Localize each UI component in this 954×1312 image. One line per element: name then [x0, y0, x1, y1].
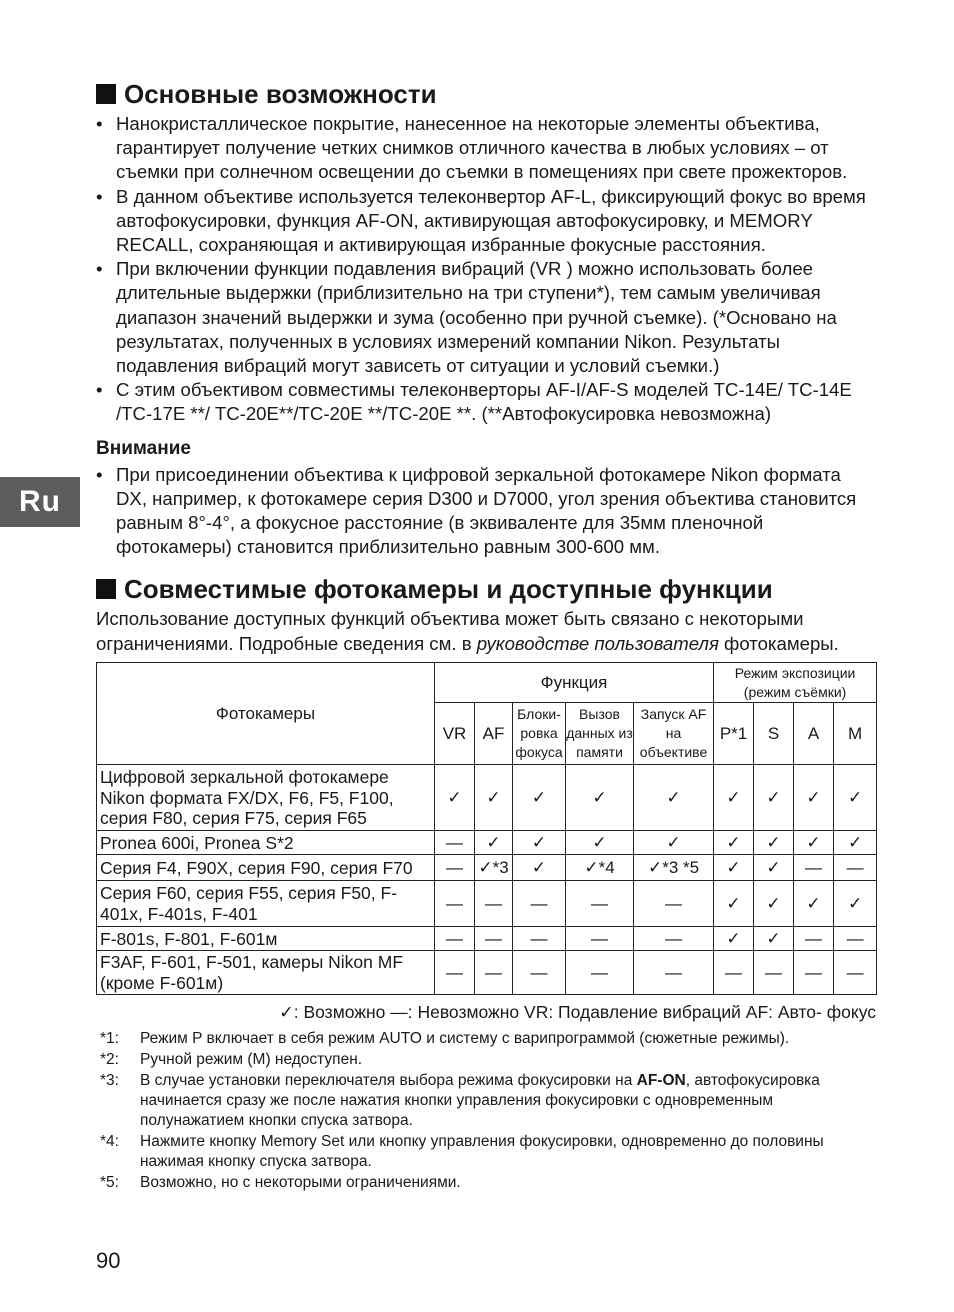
camera-cell: F-801s, F-801, F-601м — [97, 927, 435, 951]
table-cell: — — [566, 881, 634, 927]
table-row — [97, 951, 877, 995]
footnote — [100, 1132, 876, 1172]
column-header: P*1 — [714, 703, 754, 765]
header-cameras: Фотокамеры — [97, 663, 435, 765]
footnote-bold: AF-ON — [636, 1072, 686, 1090]
table-cell: — — [794, 855, 834, 881]
table-cell: ✓ — [566, 831, 634, 855]
table-cell: ✓ — [714, 831, 754, 855]
table-cell: — — [475, 927, 513, 951]
footnote — [100, 1029, 876, 1049]
list-item: • Нанокристаллическое покрытие, нанесенное на некоторые элементы объектива, гарантирует получение четких снимков отличного качества в любых условиях – от съемки при солнечном освещении до съемки в помещениях при свете прожекторов. — [96, 112, 876, 185]
table-cell: ✓*3 *5 — [634, 855, 714, 881]
table-cell: — — [794, 927, 834, 951]
note-title: Внимание — [96, 437, 191, 459]
footnote-text: Ручной режим (M) недоступен. — [140, 1051, 363, 1069]
table-cell: — — [435, 881, 475, 927]
list-item: • С этим объективом совместимы телеконверторы AF-I/AF-S моделей TC-14E/ TC-14E /TC-17E **/ TC-20E**/TC-20E **/TC-20E **. (**Автофокусировка невозможна) — [96, 378, 876, 426]
footnotes — [100, 1029, 876, 1193]
footnote-text: Нажмите кнопку Memory Set или кнопку управления фокусировки, одновременно до половины нажимая кнопку спуска затвора. — [140, 1133, 824, 1171]
table-cell: — — [714, 951, 754, 995]
table-cell: ✓ — [475, 765, 513, 831]
footnote-text: Режим P включает в себя режим AUTO и систему с варипрограммой (сюжетные режимы). — [140, 1030, 790, 1048]
language-tab: Ru — [0, 477, 80, 527]
table-cell: — — [634, 927, 714, 951]
footnote-text — [140, 1071, 876, 1131]
section-title-text: Основные возможности — [124, 79, 437, 109]
footnote-text-part: , автофокусировка начинается сразу же после нажатия кнопки управления фокусировки с одновременным полунажатием кнопки спуска затвора. — [140, 1072, 820, 1130]
camera-cell: Pronea 600i, Pronea S*2 — [97, 831, 435, 855]
section-intro — [96, 607, 876, 656]
table-cell: ✓ — [754, 855, 794, 881]
table-cell: — — [513, 927, 566, 951]
header-exposure: Режим экспозиции (режим съёмки) — [714, 663, 877, 703]
table-cell: ✓ — [566, 765, 634, 831]
page-number: 90 — [96, 1248, 121, 1273]
table-cell: ✓ — [754, 765, 794, 831]
camera-cell: Серия F4, F90X, серия F90, серия F70 — [97, 855, 435, 881]
table-cell: — — [834, 927, 877, 951]
table-cell: ✓ — [834, 881, 877, 927]
table-row — [97, 927, 877, 951]
column-header: Запуск AF на объективе — [634, 703, 714, 765]
table-cell: ✓ — [794, 765, 834, 831]
camera-cell: F3AF, F-601, F-501, камеры Nikon MF (кроме F-601м) — [97, 951, 435, 995]
table-cell: ✓ — [513, 831, 566, 855]
column-header: Блоки-ровка фокуса — [513, 703, 566, 765]
features-list — [96, 112, 876, 427]
table-cell: ✓ — [714, 881, 754, 927]
table-cell: ✓ — [794, 881, 834, 927]
square-bullet-icon — [96, 579, 116, 599]
table-cell: — — [634, 881, 714, 927]
table-cell: — — [435, 831, 475, 855]
footnote-key: *4: — [100, 1133, 119, 1151]
intro-text: Использование доступных функций объектива может быть связано с некоторыми ограничениями. Подробные сведения см. в — [96, 608, 804, 654]
footnote — [100, 1050, 876, 1070]
table-row — [97, 765, 877, 831]
table-cell: ✓ — [754, 831, 794, 855]
table-cell: — — [566, 927, 634, 951]
table-cell: — — [475, 881, 513, 927]
table-cell: — — [475, 951, 513, 995]
table-cell: ✓ — [513, 765, 566, 831]
table-cell: ✓ — [634, 765, 714, 831]
column-header: A — [794, 703, 834, 765]
table-cell: ✓ — [794, 831, 834, 855]
footnote-text-part: В случае установки переключателя выбора режима фокусировки на — [140, 1072, 637, 1090]
compatibility-table — [96, 662, 877, 995]
header-function: Функция — [435, 663, 714, 703]
intro-text-end: фотокамеры. — [718, 632, 839, 654]
footnote-text: Возможно, но с некоторыми ограничениями. — [140, 1174, 461, 1192]
table-cell: ✓ — [754, 927, 794, 951]
table-cell: ✓ — [435, 765, 475, 831]
table-cell: ✓*4 — [566, 855, 634, 881]
table-legend: ✓: Возможно —: Невозможно VR: Подавление вибраций AF: Авто- фокус — [279, 1002, 876, 1023]
table-cell: ✓ — [513, 855, 566, 881]
table-cell: ✓ — [475, 831, 513, 855]
square-bullet-icon — [96, 84, 116, 104]
table-cell: — — [834, 951, 877, 995]
column-header: AF — [475, 703, 513, 765]
footnote-key: *5: — [100, 1174, 119, 1192]
table-cell: ✓*3 — [475, 855, 513, 881]
section-title-text: Совместимые фотокамеры и доступные функции — [124, 574, 773, 605]
list-item: • При присоединении объектива к цифровой зеркальной фотокамере Nikon формата DX, например, к фотокамере серия D300 и D7000, угол зрения объектива становится равным 8°-4°, а фокусное расстояние (в эквиваленте для 35мм пленочной фотокамеры) становится приблизительно равным 300-600 мм. — [96, 463, 876, 560]
table-cell: — — [435, 951, 475, 995]
footnote-key: *3: — [100, 1072, 119, 1090]
list-item: • При включении функции подавления вибраций (VR ) можно использовать более длительные выдержки (приблизительно на три ступени*), тем самым увеличивая диапазон значений выдержки и зума (особенно при ручной съемке). (*Основано на результатах, полученных в условиях измерений компании Nikon. Результаты подавления вибраций могут зависеть от ситуации и условий съемки.) — [96, 257, 876, 378]
table-cell: ✓ — [714, 765, 754, 831]
table-cell: ✓ — [754, 881, 794, 927]
footnote — [100, 1173, 876, 1193]
column-header: VR — [435, 703, 475, 765]
list-item: • В данном объективе используется телеконвертор AF-L, фиксирующий фокус во время автофокусировки, функция AF-ON, активирующая автофокусировку, и MEMORY RECALL, сохраняющая и активирующая избранные фокусные расстояния. — [96, 185, 876, 258]
column-header: S — [754, 703, 794, 765]
camera-cell: Серия F60, серия F55, серия F50, F-401x, F-401s, F-401 — [97, 881, 435, 927]
intro-italic: руководстве пользователя — [476, 632, 719, 654]
footnote-key: *2: — [100, 1051, 119, 1069]
note-list — [96, 463, 876, 560]
footnote-key: *1: — [100, 1030, 119, 1048]
table-cell: ✓ — [714, 855, 754, 881]
table-row — [97, 855, 877, 881]
table-cell: ✓ — [834, 831, 877, 855]
footnote — [100, 1071, 876, 1131]
column-header: M — [834, 703, 877, 765]
table-cell: — — [794, 951, 834, 995]
table-cell: ✓ — [834, 765, 877, 831]
table-cell: — — [513, 881, 566, 927]
table-body — [97, 765, 877, 995]
page-content — [96, 78, 876, 1193]
table-cell: — — [513, 951, 566, 995]
table-cell: — — [634, 951, 714, 995]
table-cell: — — [566, 951, 634, 995]
table-cell: ✓ — [634, 831, 714, 855]
table-cell: — — [435, 855, 475, 881]
section-title-compat — [96, 573, 876, 605]
camera-cell: Цифровой зеркальной фотокамере Nikon формата FX/DX, F6, F5, F100, серия F80, серия F75, серия F65 — [97, 765, 435, 831]
table-cell: — — [834, 855, 877, 881]
section-title-features — [96, 78, 876, 110]
table-cell: ✓ — [714, 927, 754, 951]
column-header: Вызов данных из памяти — [566, 703, 634, 765]
table-row — [97, 881, 877, 927]
table-row — [97, 831, 877, 855]
table-cell: — — [435, 927, 475, 951]
table-cell: — — [754, 951, 794, 995]
